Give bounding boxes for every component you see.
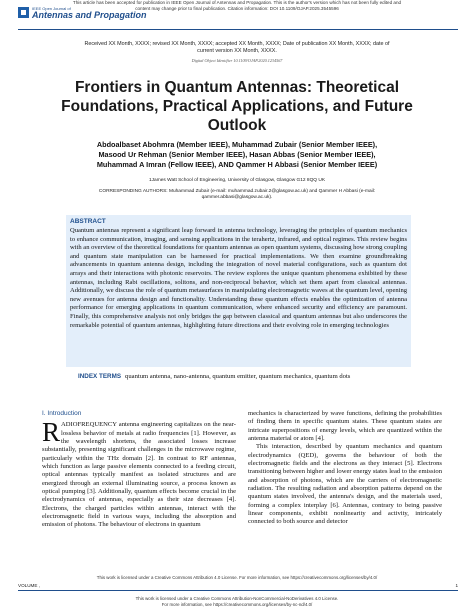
authors-line-2: Masood Ur Rehman (Senior Member IEEE), Hasan Abbas (Senior Member IEEE), <box>98 150 376 159</box>
authors-line-1: Abdoalbaset Abohmra (Member IEEE), Muhammad Zubair (Senior Member IEEE), <box>96 140 378 149</box>
index-terms-label: INDEX TERMS <box>78 373 122 380</box>
section-heading-introduction: I. Introduction <box>42 410 82 417</box>
intro-paragraph-1 <box>42 417 236 529</box>
ieee-journal-logo-icon <box>18 7 29 18</box>
index-terms <box>78 373 408 380</box>
paper-title: Frontiers in Quantum Antennas: Theoretical Foundations, Practical Applications, and Future Outlook <box>61 79 413 134</box>
footer-rule <box>18 590 458 591</box>
journal-name: Antennas and Propagation <box>32 10 147 20</box>
body-column-right <box>248 410 442 527</box>
page-number: 1 <box>455 583 458 588</box>
dates-line-2: current version XX Month, XXXX. <box>197 48 277 54</box>
license-notice-nc <box>0 596 474 608</box>
intro-paragraph-1-text: ADIOFREQUENCY antenna engineering capitalizes on the near-lossless behavior of metals at radio frequencies [1]. However, as the wavelength shortens, the associated losses increase substantially, presenting significant challenges in the microwave regime, particularly within the THz domain [2]. In contrast to RF antennas, which function as large passive elements connected to a feeding circuit, optical antennas typically manifest as isolated structures and are energized through an external illuminating source, a process known as optical pumping [3]. Additionally, quantum effects become crucial in the electrodynamics of antennas, especially as their size decreases [4]. Electrons, the charged particles within antennas, interact with the electromagnetic field in various ways, including the absorption and emission of photons. The behaviour of electrons in quantum <box>42 421 236 529</box>
intro-paragraph-2: mechanics is characterized by wave functions, defining the probabilities of finding them in specific quantum states. These quantum states are intricate superpositions of energy levels, which are quantized within the antenna material or atom [4]. <box>248 410 442 443</box>
journal-name-small: IEEE Open Journal of <box>32 6 71 11</box>
intro-paragraph-3: This interaction, described by quantum mechanics and quantum electrodynamics (QED), governs the behaviour of both the electromagnetic fields and the electrons as they interact [5]. Electrons transitioning between higher and lower energy states lead to the emission and absorption of photons, which are the carriers of electromagnetic radiation. The resulting radiation and absorption patterns depend on the quantum states involved, the antenna's design, and the materials used, forming a complex interplay [6]. Antennas, contrary to being passive linear components, exhibit nonlinearity and activity, intricately connected to both source and detector <box>248 443 442 526</box>
abstract-text: Quantum antennas represent a significant leap forward in antenna technology, leveraging the principles of quantum mechanics to enhance communication, imaging, and sensing applications in the terahertz, infrared, and optical regimes. This review begins with an overview of the theoretical foundations for quantum antennas as open quantum systems, discussing how strong coupling and quantum state manipulation can be harnessed for practical implementations. We then examine groundbreaking advancements in quantum antenna design, including the integration of novel material configurations, such as quantum dot arrays and their interactions with photonic reservoirs. The review explores the unique quantum phenomena exhibited by these antennas, including Rabi oscillations, solitons, and non-reciprocal behavior, which set them apart from classical antennas. Additionally, we discuss the role of quantum metasurfaces in manipulating electromagnetic waves at the quantum level, opening new avenues for antenna design and functionality. Understanding these quantum effects enables the optimization of antenna performance for emerging applications in quantum communication, where enhanced security and efficiency are paramount. Finally, this comprehensive analysis not only bridges the gap between classical and quantum antennas but also underscores the remarkable potential of quantum antennas, highlighting future directions and their evolving role in emerging technologies <box>70 227 407 329</box>
banner-line-1: This article has been accepted for publication in IEEE Open Journal of Antennas and Propagation. This is the author's version which has not been fully edited and <box>72 0 402 5</box>
digital-object-identifier: Digital Object Identifier 10.1109/OJAP.2020.1234567 <box>191 58 283 63</box>
index-terms-text: quantum antenna, nano-antenna, quantum emitter, quantum mechanics, quantum dots <box>125 373 351 380</box>
license-notice: This work is licensed under a Creative Commons Attribution 4.0 License. For more information, see https://creativecommons.org/licenses/by/4.0/ <box>96 575 378 580</box>
author-list <box>40 140 434 170</box>
authors-line-3: Muhammad A Imran (Fellow IEEE), AND Qammer H Abbasi (Senior Member IEEE) <box>96 160 378 169</box>
abstract-heading: ABSTRACT <box>70 218 106 225</box>
body-column-left <box>42 410 236 530</box>
dates-block <box>40 41 434 55</box>
header-rule <box>18 29 458 30</box>
drop-cap: R <box>42 417 61 448</box>
corresponding-line-1: CORRESPONDING AUTHORS: Muhammad Zubair (e-mail: muhammad.zubair.2@glasgow.ac.uk) and Qammer H Abbasi (e-mail: <box>98 189 376 194</box>
dates-line-1: Received XX Month, XXXX; revised XX Month, XXXX; accepted XX Month, XXXX; Date of publication XX Month, XXXX; date of <box>84 41 390 47</box>
abstract-box <box>66 215 411 367</box>
volume-label: VOLUME , <box>18 583 40 588</box>
banner-line-2: content may change prior to final publication. Citation information: DOI 10.1109/OJAP.2025.3545596 <box>135 5 339 11</box>
license-nc-line-1: This work is licensed under a Creative Commons Attribution-NonCommercial-NoDerivatives 4.0 License. <box>135 596 339 601</box>
corresponding-line-2: qammer.abbasi@glasgow.ac.uk). <box>201 195 273 201</box>
affiliation: 1James Watt School of Engineering, University of Glasgow, Glasgow G12 8QQ UK <box>148 178 326 183</box>
corresponding-authors <box>60 189 414 202</box>
license-nc-line-2: For more information, see https://creativecommons.org/licenses/by-nc-nd/4.0/ <box>161 602 313 608</box>
